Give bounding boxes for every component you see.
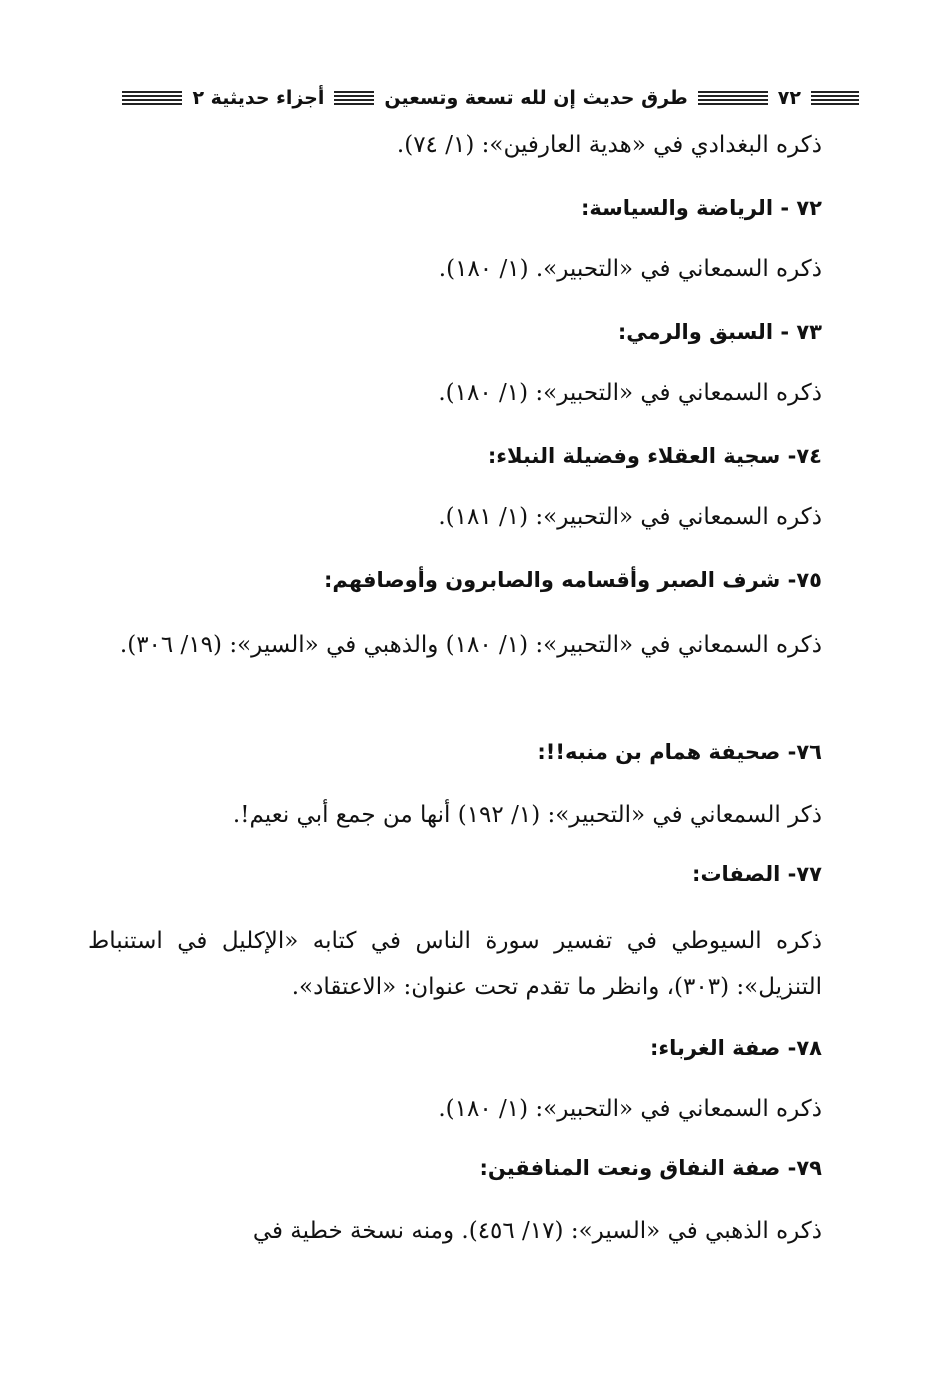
body-line: ذكره السمعاني في «التحبير»: (١/ ١٨٠). <box>438 380 822 406</box>
series-title: أجزاء حديثية ٢ <box>192 87 325 109</box>
entry-heading-76: ٧٦- صحيفة همام بن منبه!!: <box>537 740 822 764</box>
body-line: ذكره البغدادي في «هدية العارفين»: (١/ ٧٤). <box>396 132 822 158</box>
body-paragraph: ذكره السيوطي في تفسير سورة الناس في كتابه «الإكليل في استنباط التنزيل»: (٣٠٣)، وانظر ما تقدم تحت عنوان: «الاعتقاد». <box>88 928 822 1000</box>
entry-heading-79: ٧٩- صفة النفاق ونعت المنافقين: <box>479 1156 822 1180</box>
header-rule <box>122 91 182 105</box>
entry-heading-77: ٧٧- الصفات: <box>692 862 822 886</box>
body-line: ذكره السمعاني في «التحبير». (١/ ١٨٠). <box>438 256 822 282</box>
body-line: ذكره السمعاني في «التحبير»: (١/ ١٨٠). <box>438 1096 822 1122</box>
body-line: ذكره الذهبي في «السير»: (١٧/ ٤٥٦). ومنه نسخة خطية في <box>252 1218 822 1244</box>
entry-heading-74: ٧٤- سجية العقلاء وفضيلة النبلاء: <box>487 444 822 468</box>
entry-heading-75: ٧٥- شرف الصبر وأقسامه والصابرون وأوصافهم: <box>323 568 822 592</box>
body-paragraph: ذكره السمعاني في «التحبير»: (١/ ١٨٠) والذهبي في «السير»: (١٩/ ٣٠٦). <box>119 632 822 658</box>
running-header <box>118 78 859 118</box>
header-rule <box>334 91 374 105</box>
entry-heading-72: ٧٢ - الرياضة والسياسة: <box>581 196 822 220</box>
entry-heading-73: ٧٣ - السبق والرمي: <box>617 320 822 344</box>
running-title: طرق حديث إن لله تسعة وتسعين <box>384 87 688 109</box>
header-rule <box>811 91 859 105</box>
entry-heading-78: ٧٨- صفة الغرباء: <box>649 1036 822 1060</box>
body-line: ذكر السمعاني في «التحبير»: (١/ ١٩٢) أنها من جمع أبي نعيم!. <box>232 802 822 828</box>
body-line: ذكره السمعاني في «التحبير»: (١/ ١٨١). <box>438 504 822 530</box>
header-rule <box>698 91 768 105</box>
page-number: ٧٢ <box>777 87 801 109</box>
